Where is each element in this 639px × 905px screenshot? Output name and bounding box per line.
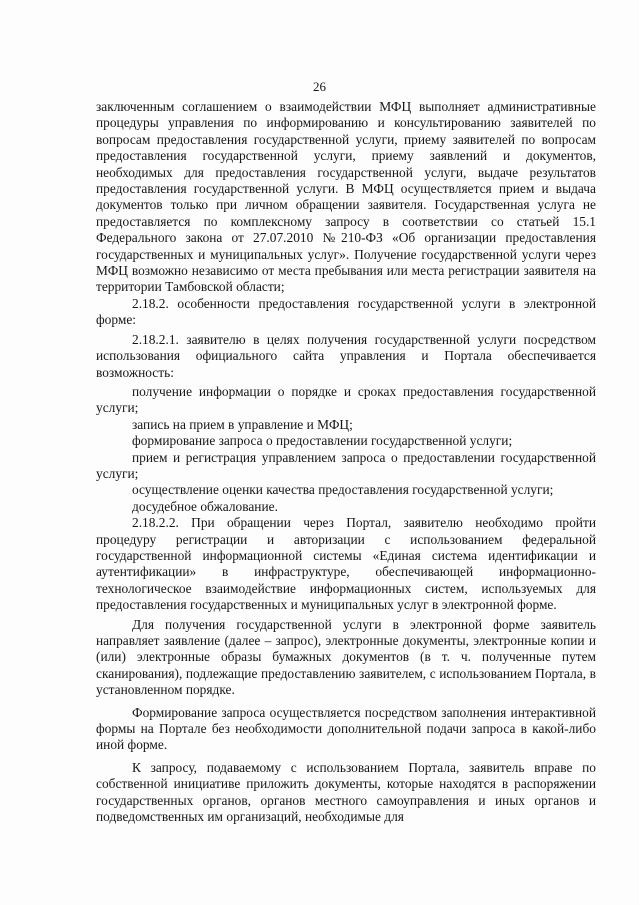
paragraph-2-18-2-2: 2.18.2.2. При обращении через Портал, заявителю необходимо пройти процедуру регистрации и авторизации с использованием федеральной государственной информационной системы «Единая система идентификации и аутентификации» в инфраструктуре, обеспечивающей информационно-технологическое взаимодействие информационных систем, используемых для предоставления государственных и муниципальных услуг в электронной форме. <box>96 515 596 613</box>
paragraph-interactive-form: Формирование запроса осуществляется посредством заполнения интерактивной формы на Портале без необходимости дополнительной подачи запроса в какой-либо иной форме. <box>96 704 596 753</box>
list-item-appeal: досудебное обжалование. <box>132 498 278 514</box>
paragraph-electronic-request: Для получения государственной услуги в электронной форме заявитель направляет заявление (далее – запрос), электронные документы, электронные копии и (или) электронные образы бумажных документов (в т. ч. полученные путем сканирования), подлежащие предоставлению заявителем, с использованием Портала, в установленном порядке. <box>96 616 596 698</box>
paragraph-2-18-2: 2.18.2. особенности предоставления государственной услуги в электронной форме: <box>96 295 596 328</box>
page-number: 26 <box>313 79 326 94</box>
list-item-request-forming: формирование запроса о предоставлении государственной услуги; <box>132 433 513 449</box>
document-body <box>96 99 596 825</box>
paragraph-attached-documents: К запросу, подаваемому с использованием Портала, заявитель вправе по собственной инициативе приложить документы, которые находятся в распоряжении государственных органов, органов местного самоуправления и иных органов и подведомственных им организаций, необходимые для <box>96 759 596 825</box>
list-item-appointment: запись на прием в управление и МФЦ; <box>132 416 353 432</box>
list-item-information: получение информации о порядке и сроках предоставления государственной услуги; <box>96 383 596 416</box>
paragraph-2-18-2-1: 2.18.2.1. заявителю в целях получения государственной услуги посредством использования официального сайта управления и Портала обеспечивается возможность: <box>96 331 596 380</box>
list-item-quality-assessment: осуществление оценки качества предоставления государственной услуги; <box>132 482 554 498</box>
list-item-request-registration: прием и регистрация управлением запроса о предоставлении государственной услуги; <box>96 449 596 481</box>
paragraph-mfc-agreement: заключенным соглашением о взаимодействии МФЦ выполняет административные процедуры управления по информированию и консультированию заявителей по вопросам предоставления государственной услуги, приему заявителей по вопросам предоставления государственной услуги, приему заявлений и документов, необходимых для предоставления государственной услуги, выдаче результатов предоставления государственной услуги. В МФЦ осуществляется прием и выдача документов только при личном обращении заявителя. Государственная услуга не предоставляется по комплексному запросу в соответствии со статьей 15.1 Федерального закона от 27.07.2010 №210-ФЗ «Об организации предоставления государственных и муниципальных услуг». Получение государственной услуги через МФЦ возможно независимо от места пребывания или места регистрации заявителя на территории Тамбовской области; <box>96 99 596 295</box>
